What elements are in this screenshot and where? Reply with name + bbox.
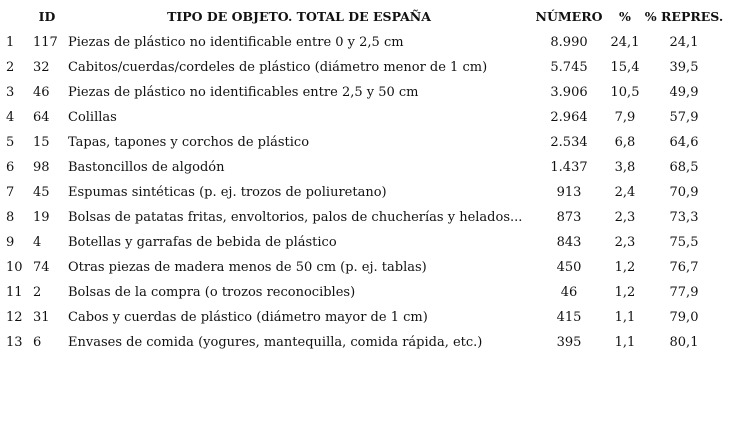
header-tipo: TIPO DE OBJETO. TOTAL DE ESPAÑA xyxy=(167,9,431,24)
table-row xyxy=(0,280,729,305)
row-numero: 873 xyxy=(556,210,582,225)
row-number: 6 xyxy=(6,160,15,175)
header-numero: NÚMERO xyxy=(535,9,603,24)
row-number: 2 xyxy=(6,60,15,75)
row-tipo: Envases de comida (yogures, mantequilla, comida rápida, etc.) xyxy=(68,335,483,350)
row-numero: 913 xyxy=(556,185,582,200)
row-tipo: Bastoncillos de algodón xyxy=(68,160,225,175)
row-pct: 1,1 xyxy=(614,335,636,350)
row-tipo: Botellas y garrafas de bebida de plástico xyxy=(68,235,337,250)
row-tipo: Tapas, tapones y corchos de plástico xyxy=(68,135,310,150)
row-number: 13 xyxy=(6,335,23,350)
row-repres: 68,5 xyxy=(669,160,699,175)
row-pct: 2,4 xyxy=(614,185,636,200)
row-repres: 75,5 xyxy=(669,235,699,250)
table-row xyxy=(0,105,729,130)
header-repres: % REPRES. xyxy=(644,9,724,24)
row-tipo: Bolsas de patatas fritas, envoltorios, palos de chucherías y helados... xyxy=(68,210,523,225)
row-pct: 15,4 xyxy=(610,60,640,75)
row-id: 15 xyxy=(33,135,50,150)
row-id: 2 xyxy=(33,285,42,300)
row-repres: 80,1 xyxy=(669,335,699,350)
table-row xyxy=(0,305,729,330)
table-row xyxy=(0,55,729,80)
table-row xyxy=(0,255,729,280)
row-id: 31 xyxy=(33,310,50,325)
row-id: 4 xyxy=(33,235,42,250)
row-id: 32 xyxy=(33,60,50,75)
row-id: 45 xyxy=(33,185,50,200)
row-tipo: Espumas sintéticas (p. ej. trozos de poliuretano) xyxy=(68,185,387,200)
row-number: 11 xyxy=(6,285,23,300)
table-row xyxy=(0,230,729,255)
row-pct: 2,3 xyxy=(614,210,636,225)
table-row xyxy=(0,80,729,105)
header-id: ID xyxy=(38,9,56,24)
table-row xyxy=(0,30,729,55)
row-number: 4 xyxy=(6,110,15,125)
row-number: 3 xyxy=(6,85,15,100)
table-body xyxy=(0,30,729,355)
row-pct: 24,1 xyxy=(610,35,640,50)
row-pct: 10,5 xyxy=(610,85,640,100)
row-id: 64 xyxy=(33,110,50,125)
row-numero: 5.745 xyxy=(550,60,588,75)
data-table xyxy=(0,4,729,355)
row-repres: 70,9 xyxy=(669,185,699,200)
row-pct: 3,8 xyxy=(614,160,636,175)
row-number: 5 xyxy=(6,135,15,150)
row-pct: 6,8 xyxy=(614,135,636,150)
row-id: 117 xyxy=(33,35,58,50)
row-id: 19 xyxy=(33,210,50,225)
row-tipo: Colillas xyxy=(68,110,117,125)
table-row xyxy=(0,180,729,205)
table-row xyxy=(0,130,729,155)
row-numero: 1.437 xyxy=(550,160,588,175)
row-number: 1 xyxy=(6,35,15,50)
row-number: 10 xyxy=(6,260,23,275)
row-tipo: Piezas de plástico no identificable entre 0 y 2,5 cm xyxy=(68,35,404,50)
row-repres: 76,7 xyxy=(669,260,699,275)
row-pct: 1,1 xyxy=(614,310,636,325)
row-repres: 24,1 xyxy=(669,35,699,50)
row-numero: 395 xyxy=(556,335,582,350)
row-numero: 450 xyxy=(556,260,582,275)
row-numero: 3.906 xyxy=(550,85,588,100)
row-numero: 8.990 xyxy=(550,35,588,50)
row-number: 9 xyxy=(6,235,15,250)
row-pct: 2,3 xyxy=(614,235,636,250)
table-row xyxy=(0,155,729,180)
row-pct: 1,2 xyxy=(614,260,636,275)
row-pct: 7,9 xyxy=(614,110,636,125)
row-tipo: Bolsas de la compra (o trozos reconocibles) xyxy=(68,285,356,300)
row-numero: 46 xyxy=(560,285,578,300)
row-repres: 57,9 xyxy=(669,110,699,125)
row-repres: 79,0 xyxy=(669,310,699,325)
table-row xyxy=(0,205,729,230)
row-repres: 64,6 xyxy=(669,135,699,150)
row-id: 46 xyxy=(33,85,50,100)
row-repres: 73,3 xyxy=(669,210,699,225)
row-numero: 843 xyxy=(556,235,582,250)
row-repres: 77,9 xyxy=(669,285,699,300)
header-pct: % xyxy=(619,9,631,24)
row-number: 8 xyxy=(6,210,15,225)
row-pct: 1,2 xyxy=(614,285,636,300)
row-tipo: Cabos y cuerdas de plástico (diámetro mayor de 1 cm) xyxy=(68,310,428,325)
row-numero: 415 xyxy=(556,310,582,325)
row-id: 74 xyxy=(33,260,50,275)
row-tipo: Cabitos/cuerdas/cordeles de plástico (diámetro menor de 1 cm) xyxy=(68,60,488,75)
row-repres: 49,9 xyxy=(669,85,699,100)
row-numero: 2.534 xyxy=(550,135,588,150)
table-header xyxy=(0,4,729,30)
row-number: 12 xyxy=(6,310,23,325)
row-repres: 39,5 xyxy=(669,60,699,75)
row-id: 98 xyxy=(33,160,50,175)
row-numero: 2.964 xyxy=(550,110,588,125)
row-id: 6 xyxy=(33,335,42,350)
row-tipo: Piezas de plástico no identificables entre 2,5 y 50 cm xyxy=(68,85,419,100)
table-row xyxy=(0,330,729,355)
row-tipo: Otras piezas de madera menos de 50 cm (p. ej. tablas) xyxy=(68,260,427,275)
row-number: 7 xyxy=(6,185,15,200)
